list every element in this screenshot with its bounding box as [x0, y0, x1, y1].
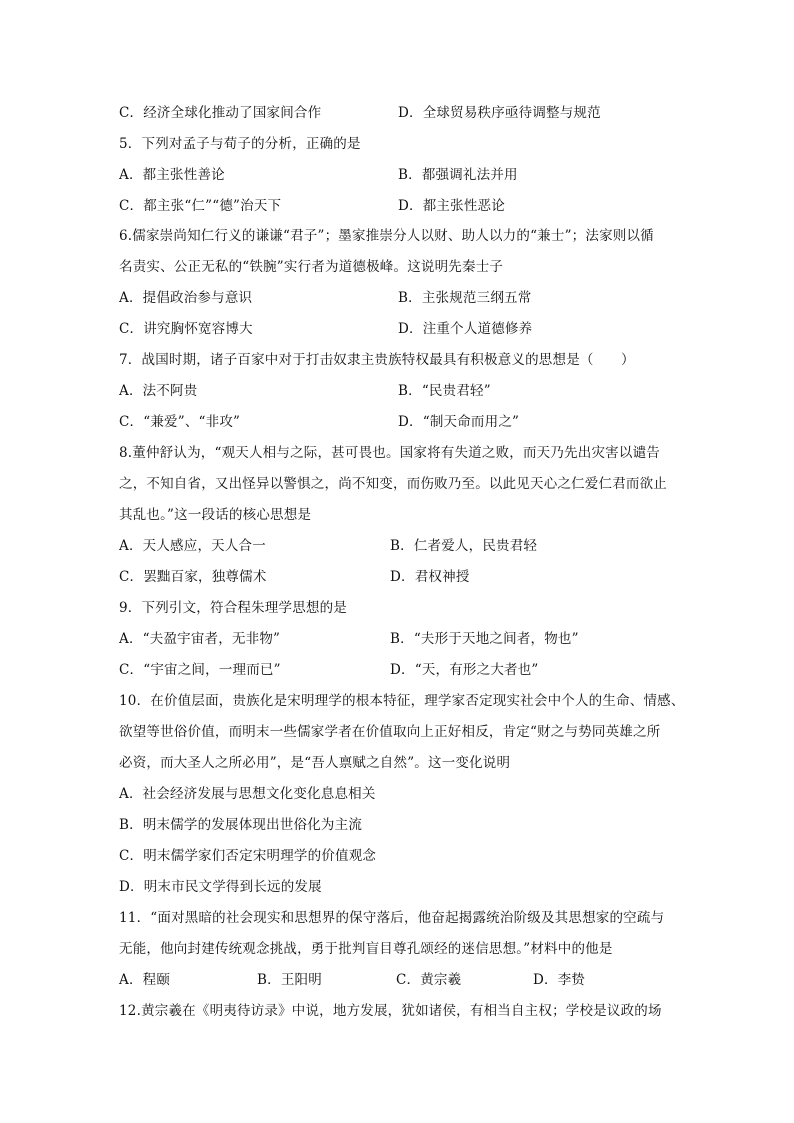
- q10-option-c[interactable]: C．明末儒学家们否定宋明理学的价值观念: [119, 848, 377, 864]
- q7-option-c[interactable]: C．“兼爱”、“非攻”: [119, 414, 241, 430]
- q5-stem: 5．下列对孟子与荀子的分析，正确的是: [119, 136, 361, 152]
- q6-option-b[interactable]: B．主张规范三纲五常: [398, 290, 532, 306]
- q4-option-c[interactable]: C．经济全球化推动了国家间合作: [119, 105, 322, 121]
- q6-option-c[interactable]: C．讲究胸怀宽容博大: [119, 321, 253, 337]
- q8-option-c[interactable]: C．罢黜百家，独尊儒术: [119, 569, 267, 585]
- q7-option-b[interactable]: B．“民贵君轻”: [398, 383, 491, 399]
- q7-option-a[interactable]: A．法不阿贵: [119, 383, 198, 399]
- q11-option-d[interactable]: D．李贽: [533, 972, 586, 988]
- q9-option-c[interactable]: C．“宇宙之间，一理而已”: [119, 662, 281, 678]
- q11-stem-line1: 11．“面对黑暗的社会现实和思想界的保守落后，他奋起揭露统治阶级及其思想家的空疏与: [119, 910, 665, 926]
- q11-option-c[interactable]: C．黄宗羲: [396, 972, 462, 988]
- q11-stem-line2: 无能，他向封建传统观念挑战，勇于批判盲目尊孔颂经的迷信思想。”材料中的他是: [119, 941, 613, 957]
- q6-option-a[interactable]: A．提倡政治参与意识: [119, 290, 253, 306]
- q7-stem: 7．战国时期，诸子百家中对于打击奴隶主贵族特权最具有积极意义的思想是（ ）: [119, 352, 635, 368]
- q8-option-d[interactable]: D．君权神授: [390, 569, 470, 585]
- q11-option-a[interactable]: A．程颐: [119, 972, 171, 988]
- q9-stem: 9．下列引文，符合程朱理学思想的是: [119, 600, 347, 616]
- q7-option-d[interactable]: D．“制天命而用之”: [398, 414, 520, 430]
- q10-option-a[interactable]: A．社会经济发展与思想文化变化息息相关: [119, 786, 376, 802]
- q9-option-d[interactable]: D．“天，有形之大者也”: [390, 662, 539, 678]
- q10-stem-line2: 欲望等世俗价值，而明末一些儒家学者在价值取向上正好相反，肯定“财之与势同英雄之所: [119, 724, 661, 740]
- q5-option-b[interactable]: B．都强调礼法并用: [398, 167, 518, 183]
- q5-option-d[interactable]: D．都主张性恶论: [398, 198, 505, 214]
- q9-option-a[interactable]: A．“夫盈宇宙者，无非物”: [119, 631, 281, 647]
- q6-stem-line2: 名责实、公正无私的“铁腕”实行者为道德极峰。这说明先秦士子: [119, 259, 504, 275]
- q9-option-b[interactable]: B．“夫形于天地之间者，物也”: [390, 631, 579, 647]
- q6-option-d[interactable]: D．注重个人道德修养: [398, 321, 533, 337]
- q10-option-d[interactable]: D．明末市民文学得到长远的发展: [119, 879, 322, 895]
- q8-option-b[interactable]: B．仁者爱人，民贵君轻: [390, 538, 538, 554]
- q4-option-d[interactable]: D．全球贸易秩序亟待调整与规范: [398, 105, 601, 121]
- q5-option-c[interactable]: C．都主张“仁”“德”治天下: [119, 198, 282, 214]
- q8-stem-line3: 其乱也。”这一段话的核心思想是: [119, 507, 312, 523]
- q8-stem-line1: 8.董仲舒认为，“观天人相与之际，甚可畏也。国家将有失道之败，而天乃先出灾害以谴告: [119, 445, 660, 461]
- q10-option-b[interactable]: B．明末儒学的发展体现出世俗化为主流: [119, 817, 363, 833]
- q8-stem-line2: 之，不知自省，又出怪异以警惧之，尚不知变，而伤败乃至。以此见天心之仁爱仁君而欲止: [119, 476, 667, 492]
- q10-stem-line1: 10．在价值层面，贵族化是宋明理学的根本特征，理学家否定现实社会中个人的生命、情感、: [119, 693, 685, 709]
- q5-option-a[interactable]: A．都主张性善论: [119, 167, 225, 183]
- q10-stem-line3: 必资，而大圣人之所必用”，是“吾人禀赋之自然”。这一变化说明: [119, 755, 511, 771]
- q12-stem-line1: 12.黄宗羲在《明夷待访录》中说，地方发展，犹如诸侯，有相当自主权；学校是议政的场: [119, 1003, 662, 1019]
- q11-option-b[interactable]: B．王阳明: [257, 972, 322, 988]
- q6-stem-line1: 6.儒家崇尚知仁行义的谦谦“君子”；墨家推崇分人以财、助人以力的“兼士”；法家则以循: [119, 228, 654, 244]
- q8-option-a[interactable]: A．天人感应，天人合一: [119, 538, 266, 554]
